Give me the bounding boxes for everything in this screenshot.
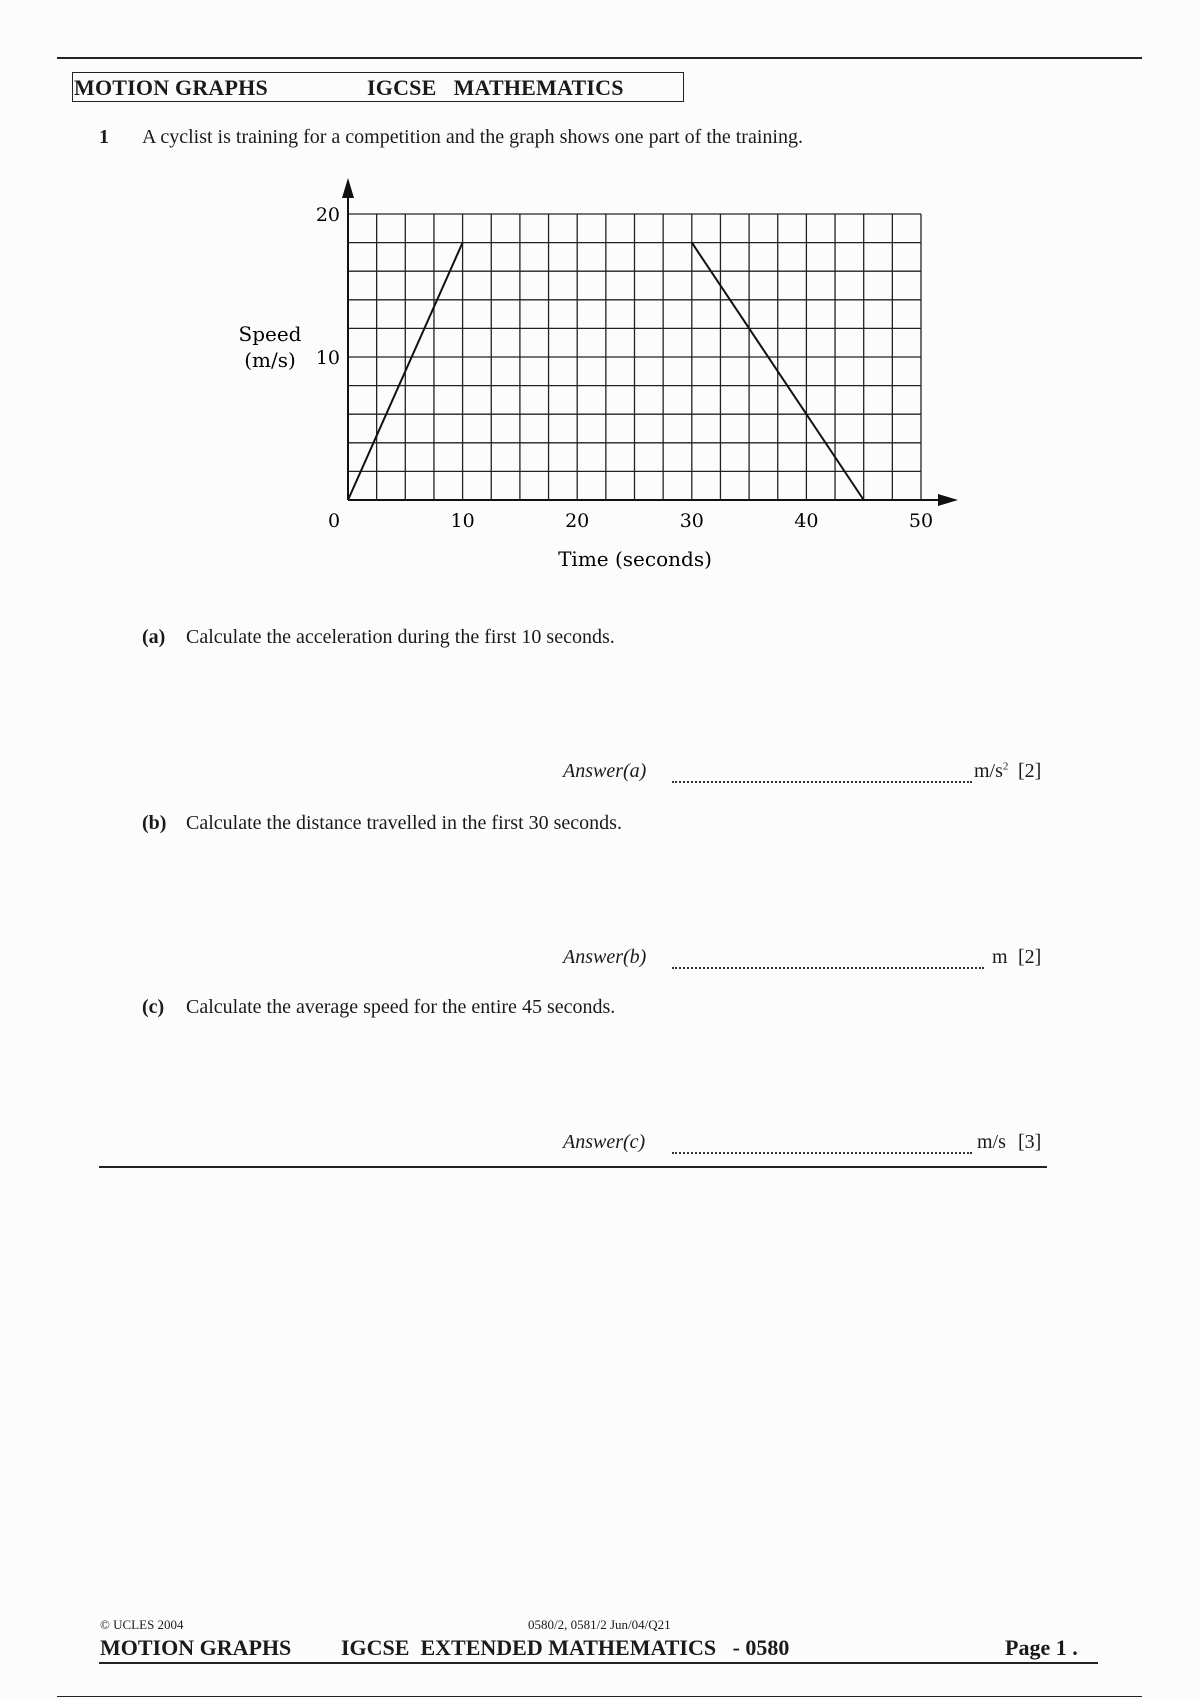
question-number: 1 — [99, 126, 109, 148]
answer-b-field[interactable] — [672, 967, 984, 969]
part-b-label: (b) — [142, 812, 167, 834]
y-axis-label-line1: Speed — [238, 322, 302, 346]
answer-a-label: Answer(a) — [563, 760, 647, 782]
y-tick-label: 10 — [315, 347, 340, 369]
part-a-label: (a) — [142, 626, 166, 648]
footer-page-number: Page 1 . — [1005, 1635, 1078, 1660]
x-axis-arrow — [938, 494, 958, 506]
footer-copyright: © UCLES 2004 — [100, 1617, 184, 1632]
header-topic: MOTION GRAPHS — [74, 75, 268, 100]
part-b-text: Calculate the distance travelled in the first 30 seconds. — [186, 812, 622, 834]
part-c-text: Calculate the average speed for the entire 45 seconds. — [186, 996, 616, 1018]
x-tick-label: 40 — [794, 510, 819, 532]
y-axis-label-line2: (m/s) — [244, 348, 296, 372]
answer-b-marks: [2] — [1018, 946, 1042, 968]
y-tick-label: 20 — [315, 204, 340, 226]
chart-tick-labels — [316, 204, 933, 532]
part-a-text: Calculate the acceleration during the first 10 seconds. — [186, 626, 615, 648]
answer-c-field[interactable] — [672, 1152, 972, 1154]
answer-b-label: Answer(b) — [563, 946, 647, 968]
answer-a-marks: [2] — [1018, 760, 1042, 782]
x-tick-label: 20 — [565, 510, 590, 532]
footer-paper-ref: 0580/2, 0581/2 Jun/04/Q21 — [528, 1617, 671, 1632]
x-tick-label: 50 — [908, 510, 934, 532]
answer-a-unit: $m/s^2$ — [974, 760, 1009, 782]
x-tick-label: 30 — [679, 510, 704, 532]
y-axis-arrow — [342, 178, 354, 198]
question-end-rule — [99, 1166, 1047, 1168]
x-tick-label: 0 — [327, 510, 341, 532]
footer-course: IGCSE EXTENDED MATHEMATICS - 0580 — [341, 1635, 790, 1660]
part-c-label: (c) — [142, 996, 165, 1018]
question-text: A cyclist is training for a competition and the graph shows one part of the training. — [142, 126, 803, 148]
footer-topic: MOTION GRAPHS — [100, 1635, 292, 1660]
page-footer — [99, 1634, 1098, 1664]
bottom-rule — [57, 1696, 1142, 1697]
answer-c-label: Answer(c) — [563, 1131, 646, 1153]
answer-c-unit: m/s — [977, 1131, 1006, 1153]
x-axis-label: Time (seconds) — [558, 547, 712, 571]
speed-time-graph — [0, 0, 1200, 600]
header-course: IGCSE MATHEMATICS — [367, 75, 624, 100]
answer-c-marks: [3] — [1018, 1131, 1042, 1153]
x-tick-label: 10 — [450, 510, 475, 532]
answer-a-field[interactable] — [672, 781, 972, 783]
answer-b-unit: m — [992, 946, 1008, 968]
